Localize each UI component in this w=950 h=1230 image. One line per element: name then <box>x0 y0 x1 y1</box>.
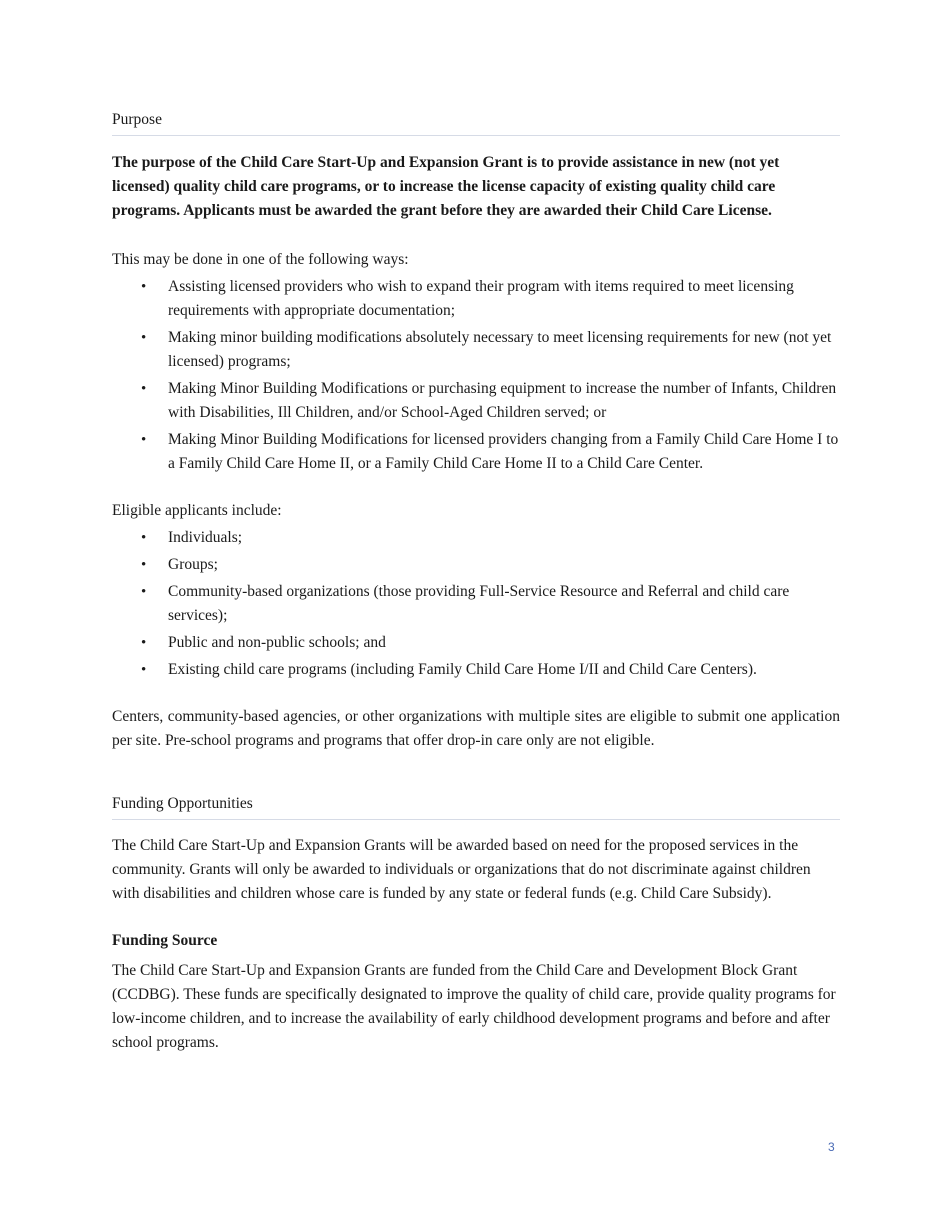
bullet-icon: • <box>141 635 147 651</box>
list-item: • Public and non-public schools; and <box>112 631 840 655</box>
funding-text: The Child Care Start-Up and Expansion Grants will be awarded based on need for the proposed services in the community. Grants will only be awarded to individuals or organizations that do not discriminate against children with disabilities and children whose care is funded by any state or federal funds (e.g. Child Care Subsidy). <box>112 837 811 902</box>
document-page <box>112 108 840 1055</box>
list-item: • Assisting licensed providers who wish to expand their program with items required to meet licensing requirements with appropriate documentation; <box>112 275 840 323</box>
page-number: 3 <box>828 1140 835 1154</box>
list-item: • Making Minor Building Modifications or purchasing equipment to increase the number of Infants, Children with Disabilities, Ill Children, and/or School-Aged Children served; or <box>112 377 840 425</box>
ways-intro: This may be done in one of the following ways: <box>112 251 409 268</box>
list-item: • Making Minor Building Modifications for licensed providers changing from a Family Child Care Home I to a Family Child Care Home II, or a Family Child Care Home II to a Child Care Center. <box>112 428 840 476</box>
bullet-icon: • <box>141 584 147 600</box>
list-item: • Community-based organizations (those providing Full-Service Resource and Referral and child care services); <box>112 580 840 628</box>
bullet-icon: • <box>141 432 147 448</box>
list-item: • Making minor building modifications absolutely necessary to meet licensing requirements for new (not yet licensed) programs; <box>112 326 840 374</box>
bullet-icon: • <box>141 662 147 678</box>
bullet-icon: • <box>141 557 147 573</box>
funding-source-heading: Funding Source <box>112 932 218 949</box>
eligible-list <box>112 526 840 682</box>
bullet-icon: • <box>141 381 147 397</box>
purpose-statement: The purpose of the Child Care Start-Up and Expansion Grant is to provide assistance in new (not yet licensed) quality child care programs, or to increase the license capacity of existing quality child care programs. Applicants must be awarded the grant before they are awarded their Child Care License. <box>112 154 780 219</box>
ways-list <box>112 275 840 476</box>
eligible-intro: Eligible applicants include: <box>112 502 282 519</box>
list-item: • Existing child care programs (including Family Child Care Home I/II and Child Care Centers). <box>112 658 840 682</box>
funding-heading: Funding Opportunities <box>112 792 840 820</box>
purpose-heading: Purpose <box>112 108 840 136</box>
bullet-icon: • <box>141 530 147 546</box>
funding-source-text: The Child Care Start-Up and Expansion Grants are funded from the Child Care and Development Block Grant (CCDBG). These funds are specifically designated to improve the quality of child care, provide quality programs for low-income children, and to increase the availability of early childhood development programs and before and after school programs. <box>112 962 836 1051</box>
eligibility-note: Centers, community-based agencies, or other organizations with multiple sites are eligible to submit one application per site. Pre-school programs and programs that offer drop-in care only are not eligible. <box>112 708 840 749</box>
bullet-icon: • <box>141 330 147 346</box>
list-item: • Groups; <box>112 553 840 577</box>
list-item: • Individuals; <box>112 526 840 550</box>
bullet-icon: • <box>141 279 147 295</box>
